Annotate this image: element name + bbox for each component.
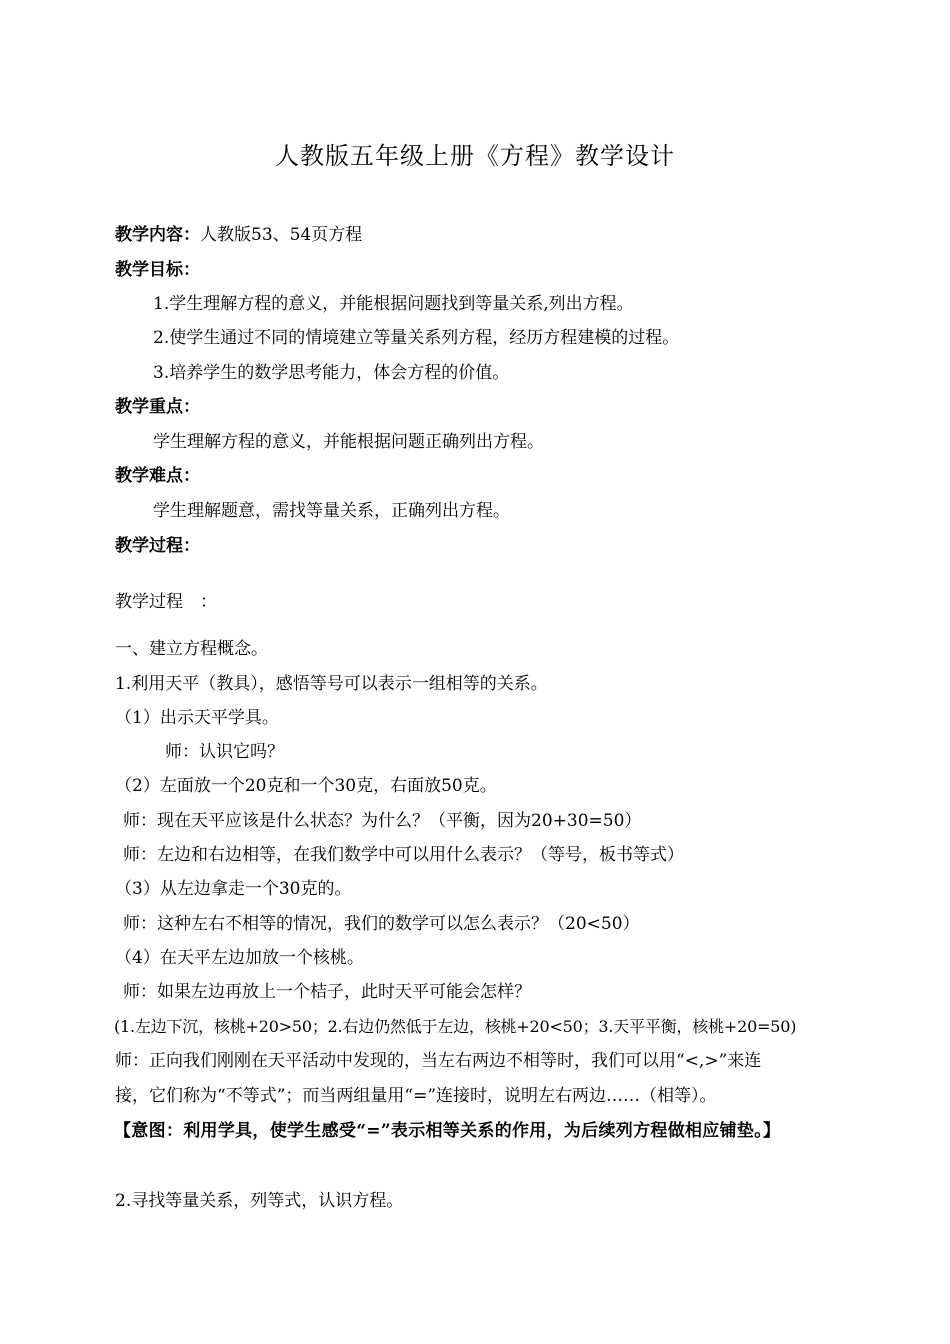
point-4: （4）在天平左边加放一个核桃。: [115, 948, 364, 968]
key-text: 学生理解方程的意义，并能根据问题正确列出方程。: [153, 432, 544, 452]
teacher-line-4: 师：这种左右不相等的情况，我们的数学可以怎么表示？（20<50）: [123, 914, 640, 934]
difficulty-text: 学生理解题意，需找等量关系，正确列出方程。: [153, 501, 510, 521]
section-1-heading: 一、建立方程概念。: [115, 639, 268, 659]
content-label: 教学内容：: [115, 225, 200, 245]
point-1: （1）出示天平学具。: [115, 708, 279, 728]
teacher-line-6b: 接，它们称为“不等式”；而当两组量用“=”连接时，说明左右两边……（相等）。: [115, 1086, 717, 1106]
page-title: 人教版五年级上册《方程》教学设计: [275, 142, 675, 170]
content-text: 人教版53、54页方程: [200, 225, 363, 245]
difficulty-label: 教学难点：: [115, 466, 200, 486]
goal-item-1: 1.学生理解方程的意义，并能根据问题找到等量关系,列出方程。: [153, 294, 634, 314]
intent-note: 【意图：利用学具，使学生感受“=”表示相等关系的作用，为后续列方程做相应铺垫。】: [114, 1121, 781, 1141]
teacher-line-6a: 师：正向我们刚刚在天平活动中发现的，当左右两边不相等时，我们可以用“<,>”来连: [115, 1051, 762, 1071]
goals-label: 教学目标：: [115, 260, 200, 280]
teacher-line-1: 师：认识它吗？: [165, 742, 284, 762]
content-line: [115, 224, 362, 246]
goal-item-2: 2.使学生通过不同的情境建立等量关系列方程，经历方程建模的过程。: [153, 328, 680, 348]
process-subheading: 教学过程 ：: [115, 592, 217, 612]
key-label: 教学重点：: [115, 397, 200, 417]
step-1: 1.利用天平（教具），感悟等号可以表示一组相等的关系。: [115, 674, 548, 694]
point-3: （3）从左边拿走一个30克的。: [115, 879, 352, 899]
teacher-line-5: 师：如果左边再放上一个桔子，此时天平可能会怎样？: [123, 982, 531, 1002]
teacher-line-2: 师：现在天平应该是什么状态？为什么？（平衡，因为20+30=50）: [123, 811, 642, 831]
process-label: 教学过程：: [115, 536, 200, 556]
step-2: 2.寻找等量关系，列等式，认识方程。: [115, 1191, 404, 1211]
goal-item-3: 3.培养学生的数学思考能力，体会方程的价值。: [153, 363, 510, 383]
cases-line: (1.左边下沉，核桃+20>50；2.右边仍然低于左边，核桃+20<50；3.天平平衡，核桃+20=50): [114, 1017, 797, 1036]
point-2: （2）左面放一个20克和一个30克，右面放50克。: [115, 776, 497, 796]
teacher-line-3: 师：左边和右边相等，在我们数学中可以用什么表示？（等号，板书等式）: [123, 845, 684, 865]
